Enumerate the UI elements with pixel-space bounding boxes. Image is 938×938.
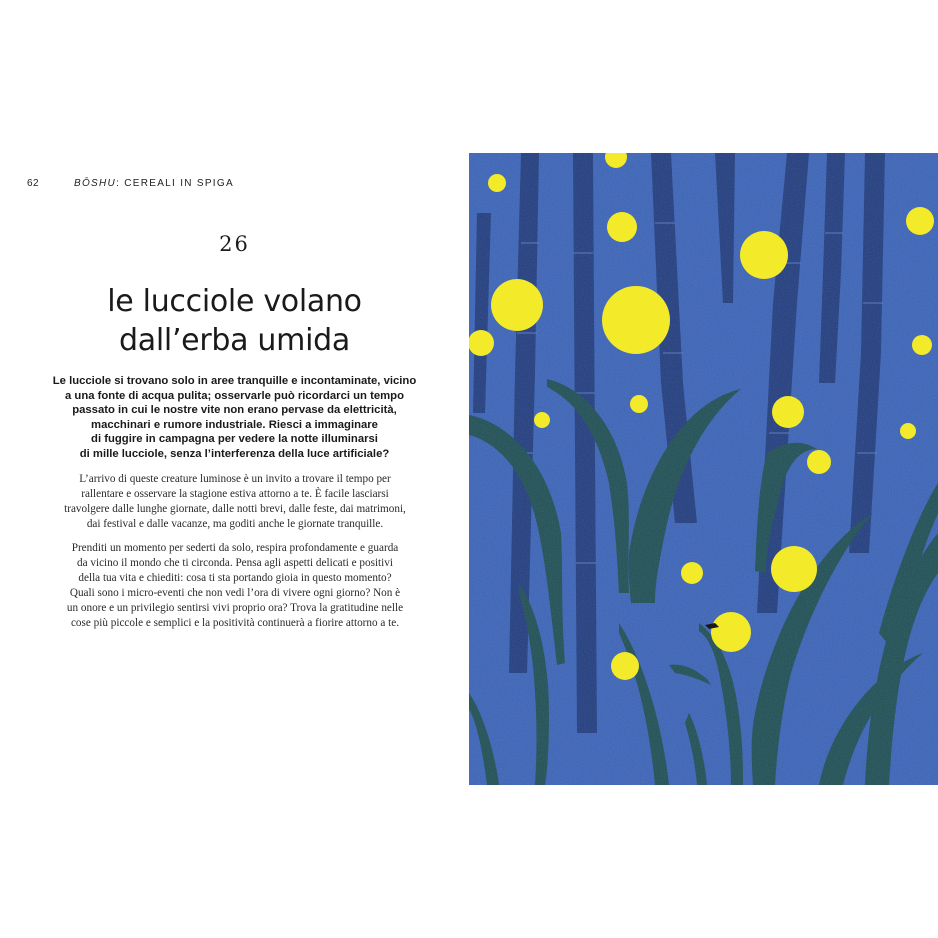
section-title-italic: BŌSHU — [74, 178, 117, 189]
lead-line: di fuggire in campagna per vedere la notte illuminarsi — [91, 433, 378, 446]
lead-line: di mille lucciole, senza l’interferenza della luce artificiale? — [79, 447, 390, 460]
body-line: Prenditi un momento per sederti da solo, respira profondamente e guarda — [71, 542, 399, 554]
firefly — [807, 450, 831, 474]
firefly — [771, 546, 817, 592]
body-line: travolgere dalle lunghe giornate, dalle notti brevi, dalle feste, dai matrimoni, — [64, 503, 406, 515]
body-line: Quali sono i micro-eventi che non vedi l’ora di vivere ogni giorno? Non è — [69, 587, 401, 599]
firefly — [740, 231, 788, 279]
chapter-title-line: le lucciole volano — [107, 284, 362, 319]
body-paragraph-1 — [55, 472, 415, 532]
body-line: da vicino il mondo che ti circonda. Pensa agli aspetti delicati e positivi — [77, 557, 393, 569]
chapter-title-line: dall’erba umida — [119, 323, 350, 358]
page-number: 62 — [27, 178, 40, 189]
firefly — [900, 423, 916, 439]
firefly — [469, 330, 494, 356]
lead-paragraph — [52, 374, 417, 462]
body-line: cose più piccole e semplici e la positività continuerà a fiorire attorno a te. — [70, 617, 400, 629]
firefly — [491, 279, 543, 331]
body-line: rallentare e osservare la stagione estiva attorno a te. È facile lasciarsi — [81, 488, 389, 500]
lead-line: a una fonte di acqua pulita; osservarle può ricordarci un tempo — [65, 389, 404, 402]
firefly — [912, 335, 932, 355]
chapter-number: 26 — [219, 232, 250, 256]
lead-line: passato in cui le nostre vite non erano pervase da elettricità, — [72, 404, 397, 417]
illustration-svg — [469, 153, 938, 785]
chapter-title — [30, 282, 439, 360]
firefly — [711, 612, 751, 652]
body-line: della tua vita e chiediti: cosa ti sta portando gioia in questo momento? — [78, 572, 392, 584]
body-paragraph-2 — [55, 541, 415, 631]
body-line: dai festival e dalle vacanze, ma goditi anche le giornate tranquille. — [86, 518, 384, 530]
paper-grain — [469, 153, 938, 785]
section-title-rest: : CEREALI IN SPIGA — [116, 178, 234, 189]
firefly — [906, 207, 934, 235]
firefly — [681, 562, 703, 584]
firefly-illustration — [469, 153, 938, 785]
firefly — [630, 395, 648, 413]
firefly — [611, 652, 639, 680]
lead-line: Le lucciole si trovano solo in aree tranquille e incontaminate, vicino — [52, 375, 417, 387]
firefly — [607, 212, 637, 242]
firefly — [488, 174, 506, 192]
firefly — [602, 286, 670, 354]
lead-line: macchinari e rumore industriale. Riesci a immaginare — [91, 418, 378, 431]
body-line: L’arrivo di queste creature luminose è un invito a trovare il tempo per — [79, 473, 391, 485]
firefly — [772, 396, 804, 428]
firefly — [534, 412, 550, 428]
running-header — [27, 178, 234, 189]
body-line: un onore e un privilegio sentirsi vivi proprio ora? Trova la gratitudine nelle — [66, 602, 404, 614]
